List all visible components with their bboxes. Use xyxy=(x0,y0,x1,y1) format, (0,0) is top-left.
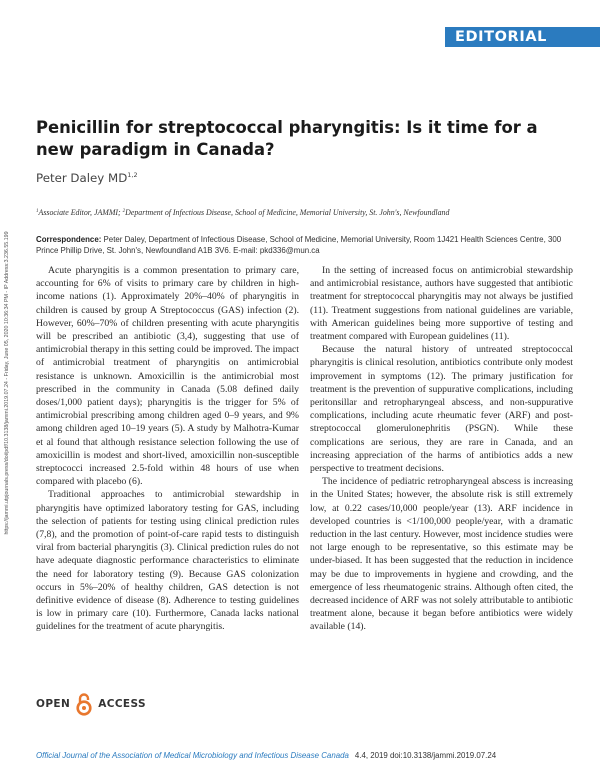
paragraph: Because the natural history of untreated streptococcal pharyngitis is clinical resolution, antibiotics contribute only modest improvement in symptoms (12). The primary justification for treatment is the prevention of suppurative complications, including peritonsillar and retropharyngeal abscess, and non-suppurative complications, including acute rheumatic fever (ARF) and post-streptococcal glomerulonephritis (PSGN). While these complications are serious, they are rare in Canada, and an increasing appreciation of the harms of antibiotics adds a new perspective to treatment decisions. xyxy=(310,344,573,475)
open-access-badge xyxy=(36,693,146,715)
correspondence-text: Peter Daley, Department of Infectious Disease, School of Medicine, Memorial University, Room 1J421 Health Sciences Centre, 300 Prince Phillip Drive, St. John's, Newfoundland A1B 3V6. E-mail: pkd336@mun.ca xyxy=(36,235,562,255)
paragraph: Acute pharyngitis is a common presentation to primary care, accounting for 6% of visits to primary care by children in high-income nations (1). Approximately 20%–40% of pharyngitis in children is caused by group A Streptococcus (GAS) infection (2). However, 60%–70% of children presenting with acute pharyngitis will be prescribed an antibiotic (3,4), suggesting that use of antimicrobial therapy in this setting could be improved. The impact of antimicrobial treatment of pharyngitis on antimicrobial resistance is unknown. Amoxicillin is the antimicrobial most prescribed in the community in Canada (5.08 defined daily doses/1,000 patient days); pharyngitis is the trigger for 5% of antimicrobial prescribing among children aged 0–9 years, and 9% among children aged 10–19 years (5). A study by Malhotra-Kumar et al found that although resistance selection following the use of amoxicillin is modest and short-lived, amoxicillin non-susceptible streptococci increased 2.5-fold within 48 hours of use when compared with placebo (6). xyxy=(36,265,299,488)
paragraph: Traditional approaches to antimicrobial stewardship in pharyngitis have optimized laboratory testing for GAS, including the selection of patients for testing using clinical prediction rules (7,8), and the promotion of point-of-care rapid tests to distinguish viral from bacterial pharyngitis (3). Clinical prediction rules do not have adequate diagnostic performance characteristics to eliminate the need for laboratory testing (9). Because GAS colonization occurs in 5%–20% of healthy children, GAS detection is not definitive evidence of disease (8). Adherence to testing guidelines is low in primary care (10). Furthermore, Canada lacks national guidelines for the treatment of acute pharyngitis. xyxy=(36,489,299,633)
correspondence xyxy=(36,234,570,256)
author-name: Peter Daley MD xyxy=(36,171,128,185)
affiliation-2: Department of Infectious Disease, School of Medicine, Memorial University, St. John's, Newfoundland xyxy=(125,208,450,217)
body-column-left xyxy=(36,264,299,634)
affiliations xyxy=(36,208,576,217)
body-column-right xyxy=(310,264,573,634)
paragraph: In the setting of increased focus on antimicrobial stewardship and antimicrobial resistance, authors have suggested that antibiotic treatment for streptococcal pharyngitis may not always be justified (11). Treatment suggestions from national guidelines are variable, with American guidelines being more supportive of testing and treatment compared with European guidelines (11). xyxy=(310,265,573,343)
open-access-word-open: OPEN xyxy=(36,698,71,710)
page-footer xyxy=(36,751,596,760)
footer-journal: Official Journal of the Association of Medical Microbiology and Infectious Disease Canada xyxy=(36,751,349,760)
article-title: Penicillin for streptococcal pharyngitis: Is it time for a new paradigm in Canada? xyxy=(36,118,538,159)
open-access-word-access: ACCESS xyxy=(98,698,146,710)
author-line xyxy=(36,171,138,185)
affiliation-1: Associate Editor, JAMMI; xyxy=(38,208,123,217)
author-affiliation-marks: 1,2 xyxy=(127,171,138,179)
section-label: EDITORIAL xyxy=(445,27,600,47)
download-watermark xyxy=(0,0,14,776)
paragraph: The incidence of pediatric retropharyngeal abscess is increasing in the United States; however, the absolute risk is still extremely low, at 0.22 cases/10,000 people/year (13). ARF incidence in developed countries is <1/100,000 people/year, with a dramatic reduction in the last century. However, most incidence studies were not large enough to be representative, so this estimate may be under-biased. It has been suggested that the reduction in incidence may be due to improvements in hygiene and crowding, and the emergence of less rheumatogenic strains. Although often cited, the decreased incidence of ARF was not solely attributable to antibiotic treatment alone, because it began before antibiotics were widely available (14). xyxy=(310,476,573,633)
footer-citation: 4.4, 2019 doi:10.3138/jammi.2019.07.24 xyxy=(354,751,497,760)
affiliation-mark-2: 2 xyxy=(122,209,126,214)
correspondence-label: Correspondence: xyxy=(36,235,102,244)
affiliation-mark-1: 1 xyxy=(36,209,39,214)
open-access-lock-icon xyxy=(75,692,93,716)
download-watermark-text: https://jammi.utpjournals.press/doi/pdf/10.3138/jammi.2019.07.24 - Friday, June 05, 2020 10:36:34 PM - IP Address:3.236.55.199 xyxy=(4,231,10,535)
